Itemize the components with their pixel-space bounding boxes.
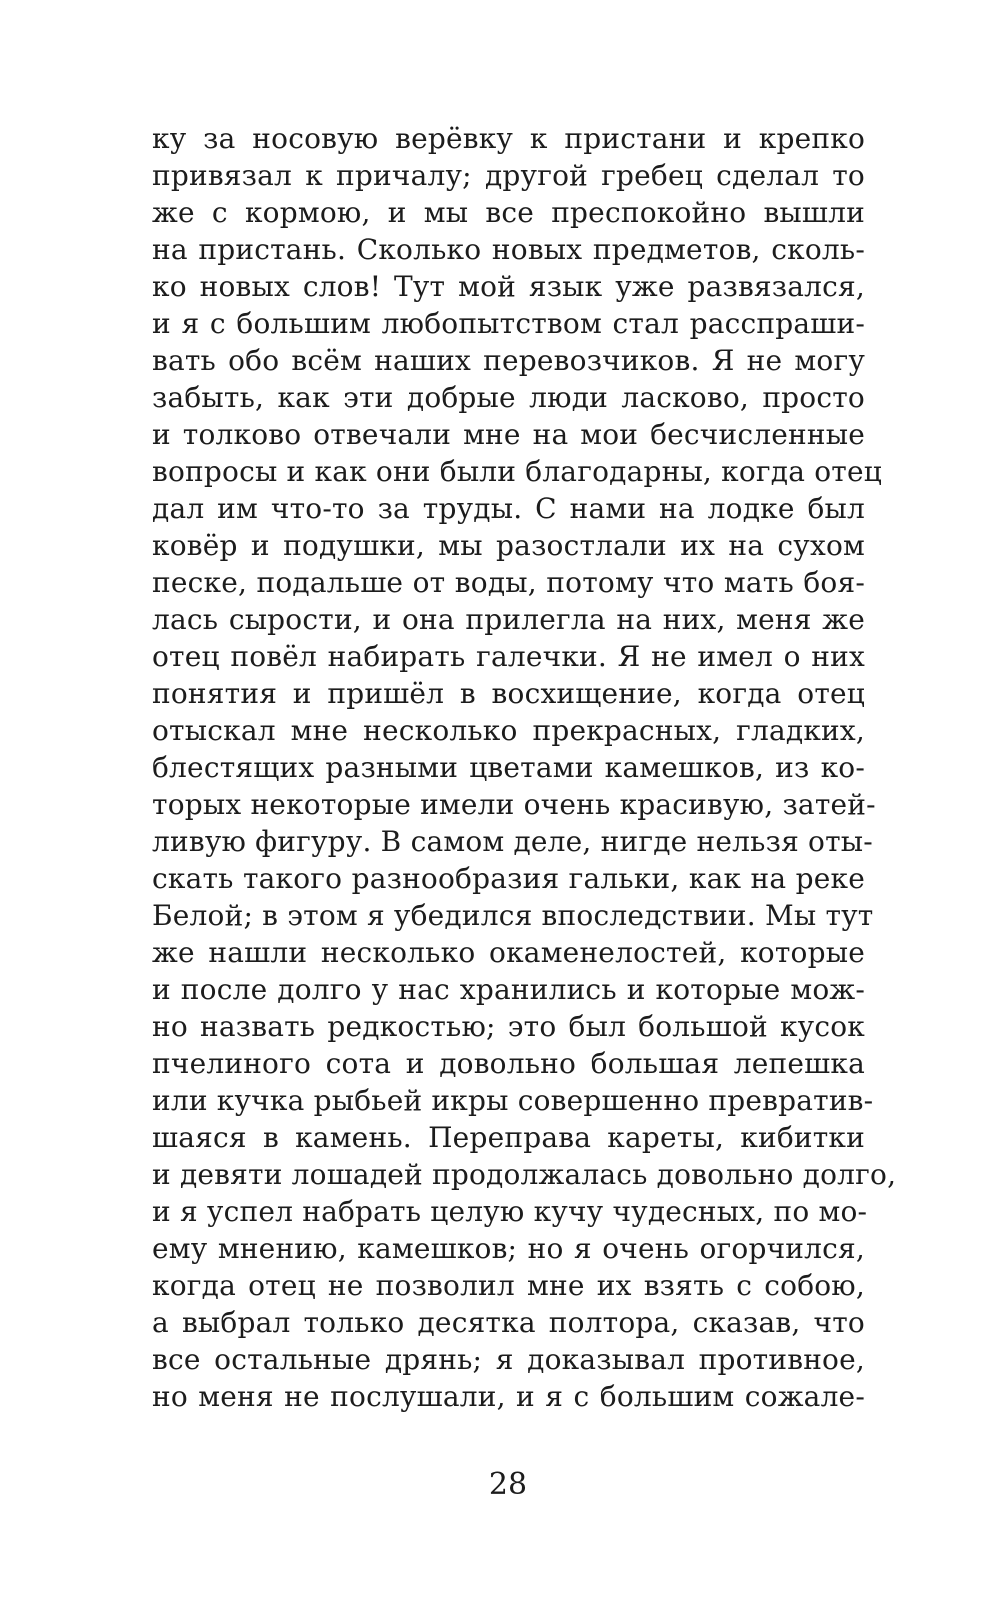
text-line: дал им что-то за труды. С нами на лодке был	[152, 492, 865, 525]
text-line: торых некоторые имели очень красивую, затей-	[152, 788, 876, 821]
text-line: скать такого разнообразия гальки, как на реке	[152, 862, 865, 895]
text-line: песке, подальше от воды, потому что мать боя-	[152, 566, 865, 599]
text-line: и девяти лошадей продолжалась довольно долго,	[152, 1158, 897, 1191]
text-line: ливую фигуру. В самом деле, нигде нельзя оты-	[152, 825, 873, 858]
text-line: вопросы и как они были благодарны, когда отец	[152, 455, 882, 488]
text-line: все остальные дрянь; я доказывал противное,	[152, 1343, 865, 1376]
text-line: ему мнению, камешков; но я очень огорчился,	[152, 1232, 865, 1265]
text-line: ковёр и подушки, мы разостлали их на сухом	[152, 529, 865, 562]
text-line: на пристань. Сколько новых предметов, сколь-	[152, 233, 865, 266]
text-line: лась сырости, и она прилегла на них, меня же	[152, 603, 865, 636]
text-line: забыть, как эти добрые люди ласково, просто	[152, 381, 865, 414]
text-line: и после долго у нас хранились и которые мож-	[152, 973, 865, 1006]
text-line: отыскал мне несколько прекрасных, гладких,	[152, 714, 865, 747]
text-line: же нашли несколько окаменелостей, которые	[152, 936, 865, 969]
text-line: ку за носовую верёвку к пристани и крепко	[152, 122, 865, 155]
text-line: блестящих разными цветами камешков, из ко-	[152, 751, 865, 784]
text-line: когда отец не позволил мне их взять с собою,	[152, 1269, 865, 1302]
text-line: вать обо всём наших перевозчиков. Я не могу	[152, 344, 865, 377]
text-line: понятия и пришёл в восхищение, когда отец	[152, 677, 865, 710]
text-line: Белой; в этом я убедился впоследствии. Мы тут	[152, 899, 874, 932]
text-line: же с кормою, и мы все преспокойно вышли	[152, 196, 865, 229]
text-line: а выбрал только десятка полтора, сказав, что	[152, 1306, 865, 1339]
text-line: шаяся в камень. Переправа кареты, кибитки	[152, 1121, 865, 1154]
text-line: и толково отвечали мне на мои бесчисленные	[152, 418, 865, 451]
text-line: пчелиного сота и довольно большая лепешка	[152, 1047, 865, 1080]
text-line: и я успел набрать целую кучу чудесных, по мо-	[152, 1195, 868, 1228]
page-number: 28	[488, 1467, 528, 1502]
text-line: ко новых слов! Тут мой язык уже развязался,	[152, 270, 865, 303]
text-line: но меня не послушали, и я с большим сожале-	[152, 1380, 865, 1413]
text-line: отец повёл набирать галечки. Я не имел о них	[152, 640, 865, 673]
text-line: привязал к причалу; другой гребец сделал то	[152, 159, 865, 192]
body-text	[152, 120, 897, 1415]
text-line: или кучка рыбьей икры совершенно превратив-	[152, 1084, 874, 1117]
text-line: и я с большим любопытством стал расспраши-	[152, 307, 865, 340]
text-line: но назвать редкостью; это был большой кусок	[152, 1010, 865, 1043]
